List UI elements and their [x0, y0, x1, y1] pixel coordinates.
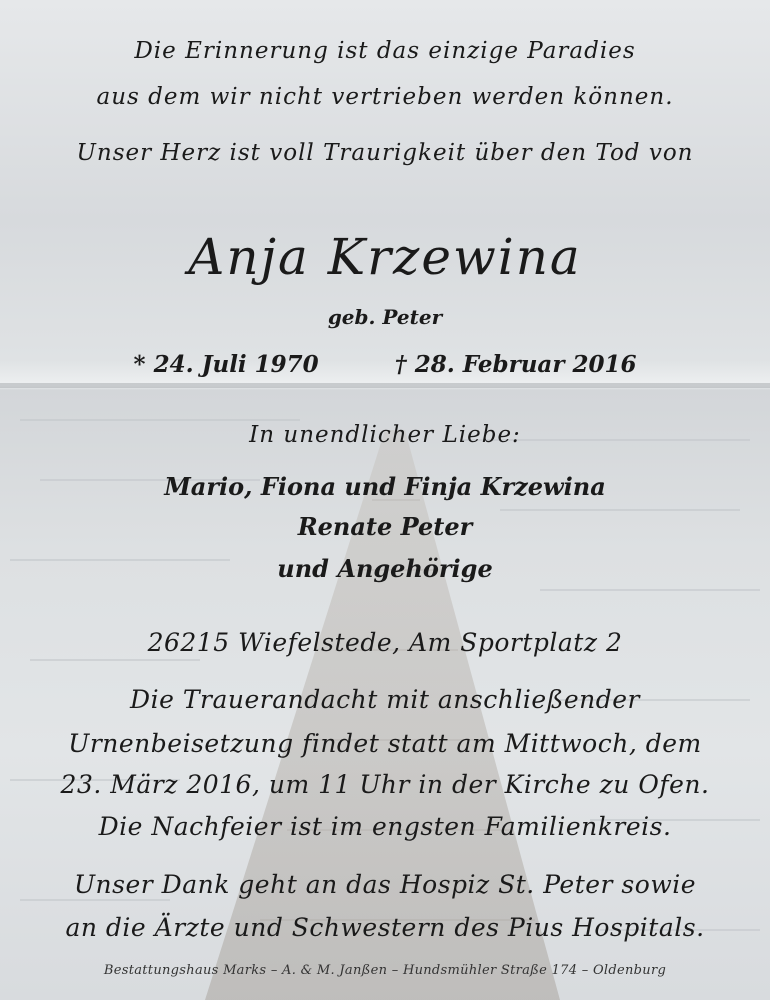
ceremony-line-1: Die Trauerandacht mit anschließender — [130, 685, 640, 714]
intro-text: Unser Herz ist voll Traurigkeit über den Tod von — [76, 140, 694, 166]
mourners-name-2: Renate Peter — [297, 512, 473, 541]
death-date: † 28. Februar 2016 — [394, 351, 637, 378]
address: 26215 Wiefelstede, Am Sportplatz 2 — [147, 628, 623, 657]
quote-line-2: aus dem wir nicht vertrieben werden können. — [96, 84, 674, 110]
life-dates — [0, 351, 770, 378]
ceremony-line-2: Urnenbeisetzung findet statt am Mittwoch, dem — [68, 729, 702, 758]
birth-date: * 24. Juli 1970 — [133, 351, 319, 378]
mourners-others: und Angehörige — [277, 554, 493, 583]
thanks-line-1: Unser Dank geht an das Hospiz St. Peter sowie — [73, 870, 697, 899]
ceremony-line-4: Die Nachfeier ist im engsten Familienkreis. — [98, 812, 672, 841]
maiden-name: geb. Peter — [327, 305, 443, 329]
mourners-family: Mario, Fiona und Finja Krzewina — [164, 472, 606, 501]
funeral-home-footer: Bestattungshaus Marks – A. & M. Janßen – Hundsmühler Straße 174 – Oldenburg — [103, 963, 667, 978]
thanks-line-2: an die Ärzte und Schwestern des Pius Hospitals. — [65, 913, 705, 942]
quote-line-1: Die Erinnerung ist das einzige Paradies — [134, 38, 636, 64]
deceased-name: Anja Krzewina — [188, 228, 582, 286]
ceremony-line-3: 23. März 2016, um 11 Uhr in der Kirche zu Ofen. — [60, 770, 710, 799]
mourners-intro: In unendlicher Liebe: — [249, 422, 521, 448]
